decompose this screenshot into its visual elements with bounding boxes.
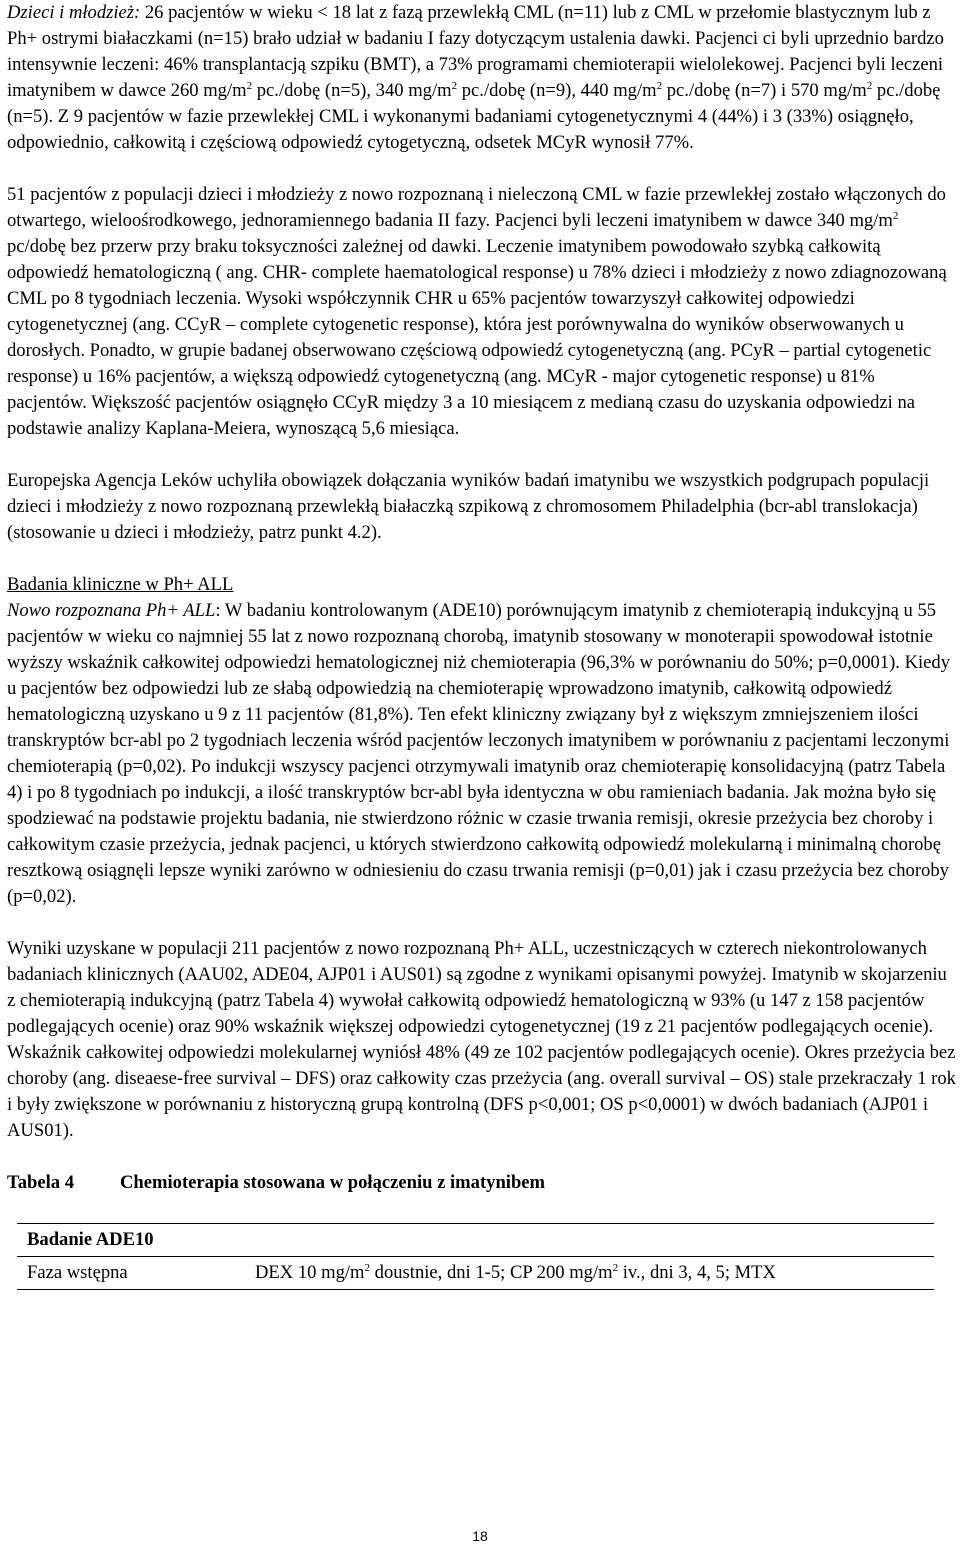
paragraph-211-patients: Wyniki uzyskane w populacji 211 pacjentów z nowo rozpoznaną Ph+ ALL, uczestniczących w czterech niekontrolowanych badaniach klinicznych (AAU02, ADE04, AJP01 i AUS01) są zgodne z wynikami opisanymi powyżej. Imatynib w skojarzeniu z chemioterapią indukcyjną (patrz Tabela 4) wywołał całkowitą odpowiedź hematologiczną w 93% (u 147 z 158 pacjentów podlegających ocenie) oraz 90% wskaźnik większej odpowiedzi cytogenetycznej (19 z 21 pacjentów podlegających ocenie). Wskaźnik całkowitej odpowiedzi molekularnej wyniósł 48% (49 ze 102 pacjentów podlegających ocenie). Okres przeżycia bez choroby (ang. diseaese-free survival – DFS) oraz całkowity czas przeżycia (ang. overall survival – OS) stale przekraczały 1 rok i były zwiększone w porównaniu z historyczną grupą kontrolną (DFS p<0,001; OS p<0,0001) w dwóch badaniach (AJP01 i AUS01). — [7, 938, 956, 1141]
section-heading: Badania kliniczne w Ph+ ALL — [7, 574, 234, 595]
text-run: pc/dobę bez przerw przy braku toksyczności zależnej od dawki. Leczenie imatynibem powodowało szybką całkowitą odpowiedź hematologiczną ( ang. CHR- complete haematological response) u 78% dzieci i młodzieży z nowo zdiagnozowaną CML po 8 tygodniach leczenia. Wysoki współczynnik CHR u 65% pacjentów towarzyszył całkowitej odpowiedzi cytogenetycznej (ang. CCyR – complete cytogenetic response), która jest porównywalna do wyników obserwowanych u dorosłych. Ponadto, w grupie badanej obserwowano częściową odpowiedź cytogenetyczną (ang. PCyR – partial cytogenetic response) u 16% pacjentów, a większą odpowiedź cytogenetyczną (ang. MCyR - major cytogenetic response) u 81% pacjentów. Większość pacjentów osiągnęło CCyR między 3 a 10 miesiącem z medianą czasu do uzyskania odpowiedzi na podstawie analizy Kaplana-Meiera, wynoszącą 5,6 miesiąca. — [7, 236, 947, 439]
paragraph-ade10 — [7, 598, 957, 910]
text-run: doustnie, dni 1-5; CP 200 mg/m — [370, 1262, 613, 1283]
paragraph-lead: Nowo rozpoznana Ph+ ALL — [7, 600, 216, 621]
text-run: 26 pacjentów w wieku < 18 lat z fazą przewlekłą CML (n=11) lub z CML w przełomie blastycznym lub z Ph+ ostrymi białaczkami (n=15) brało udział w badaniu I fazy dotyczącym ustalenia dawki. Pacjenci ci byli uprzednio bardzo intensywnie leczeni: 46% transplantacją szpiku (BMT), a 73% programami chemioterapii wielolekowej. Pacjenci byli leczeni imatynibem w dawce 260 mg/m — [7, 2, 944, 101]
paragraph-ema-waiver: Europejska Agencja Leków uchyliła obowiązek dołączania wyników badań imatynibu we wszystkich podgrupach populacji dzieci i młodzieży z nowo rozpoznaną przewlekłą białaczką szpikową z chromosomem Philadelphia (bcr-abl translokacja) (stosowanie u dzieci i młodzieży, patrz punkt 4.2). — [7, 470, 930, 543]
superscript: 2 — [866, 80, 873, 92]
table-header-row — [17, 1224, 934, 1257]
chemotherapy-table — [17, 1223, 934, 1290]
superscript: 2 — [364, 1262, 370, 1274]
text-run: pc./dobę (n=5), 340 mg/m — [252, 80, 452, 101]
table-caption — [7, 1170, 957, 1196]
table-cell-regimen — [245, 1257, 934, 1290]
superscript: 2 — [246, 80, 253, 92]
paragraph-pediatric-phase1 — [7, 0, 957, 156]
text-run: DEX 10 mg/m — [255, 1262, 365, 1283]
superscript: 2 — [451, 80, 458, 92]
document-page — [7, 0, 957, 1290]
table-header-cell: Badanie ADE10 — [17, 1224, 934, 1257]
superscript: 2 — [892, 210, 899, 222]
superscript: 2 — [656, 80, 663, 92]
page-number: 18 — [472, 1528, 488, 1544]
table-label: Tabela 4 — [7, 1172, 74, 1193]
text-run: pc./dobę (n=5). Z 9 pacjentów w fazie przewlekłej CML i wykonanymi badaniami cytogenetycznymi 4 (44%) i 3 (33%) osiągnęło, odpowiednio, całkowitą i częściową odpowiedź cytogetyczną, odsetek MCyR wynosił 77%. — [7, 80, 941, 153]
text-run: 51 pacjentów z populacji dzieci i młodzieży z nowo rozpoznaną i nieleczoną CML w fazie przewlekłej zostało włączonych do otwartego, wieloośrodkowego, jednoramiennego badania II fazy. Pacjenci byli leczeni imatynibem w dawce 340 mg/m — [7, 184, 946, 231]
text-run: iv., dni 3, 4, 5; MTX — [618, 1262, 776, 1283]
table-title: Chemioterapia stosowana w połączeniu z imatynibem — [120, 1172, 546, 1193]
text-run: pc./dobę (n=7) i 570 mg/m — [662, 80, 867, 101]
text-run: : W badaniu kontrolowanym (ADE10) porównującym imatynib z chemioterapią indukcyjną u 55 pacjentów w wieku co najmniej 55 lat z nowo rozpoznaną chorobą, imatynib stosowany w monoterapii spowodował istotnie wyższy wskaźnik całkowitej odpowiedzi hematologicznej niż chemioterapia (96,3% w porównaniu do 50%; p=0,0001). Kiedy u pacjentów bez odpowiedzi lub ze słabą odpowiedzią na chemioterapię wprowadzono imatynib, całkowitą odpowiedź hematologiczną uzyskano u 9 z 11 pacjentów (81,8%). Ten efekt kliniczny związany był z większym zmniejszeniem ilości transkryptów bcr-abl po 2 tygodniach leczenia wśród pacjentów leczonych imatynibem w porównaniu z pacjentami leczonymi chemioterapią (p=0,02). Po indukcji wszyscy pacjenci otrzymywali imatynib oraz chemioterapię konsolidacyjną (patrz Tabela 4) i po 8 tygodniach po indukcji, a ilość transkryptów bcr-abl była identyczna w obu ramieniach badania. Jak można było się spodziewać na podstawie projektu badania, nie stwierdzono różnic w czasie trwania remisji, okresie przeżycia bez choroby i całkowitym czasie przeżycia, jednak pacjenci, u których stwierdzono całkowitą odpowiedź molekularną i minimalną chorobę resztkową osiągnęli lepsze wyniki zarówno w odniesieniu do czasu trwania remisji (p=0,01) jak i czasu przeżycia bez choroby (p=0,02). — [7, 600, 951, 907]
paragraph-pediatric-phase2 — [7, 182, 957, 442]
table-row — [17, 1257, 934, 1290]
table-cell-phase: Faza wstępna — [17, 1257, 245, 1290]
paragraph-lead: Dzieci i młodzież: — [7, 2, 141, 23]
superscript: 2 — [612, 1262, 619, 1274]
text-run: pc./dobę (n=9), 440 mg/m — [457, 80, 657, 101]
